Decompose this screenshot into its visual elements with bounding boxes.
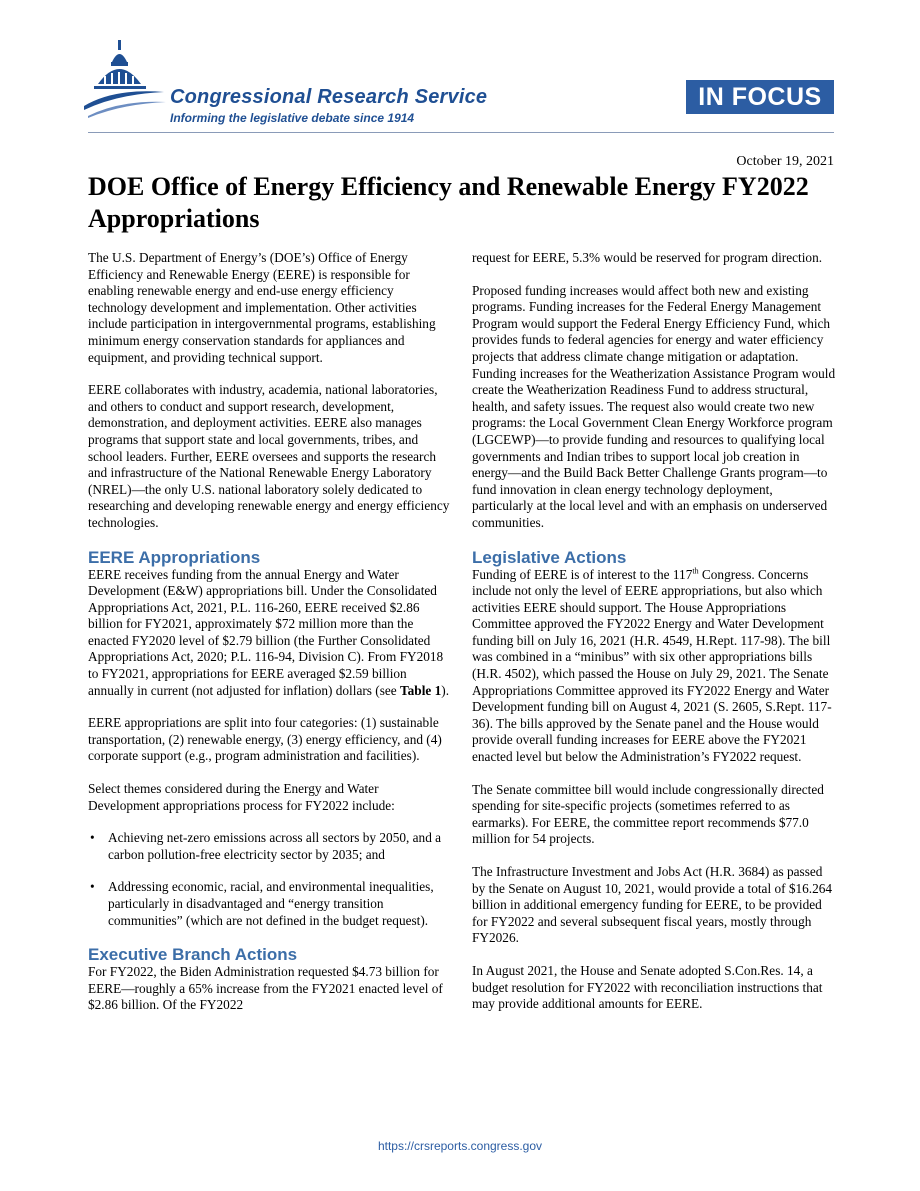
list-item: • Addressing economic, racial, and environmental inequalities, particularly in disadvantaged and “energy transition communities” (which are not defined in the budget request). (88, 879, 452, 929)
infrastructure-paragraph: The Infrastructure Investment and Jobs Act (H.R. 3684) as passed by the Senate on August 10, 2021, would provide a total of $16.264 billion in additional emergency funding for EERE, to be provided for FY2022 and several subsequent fiscal years, mostly through FY2026. (472, 864, 833, 946)
intro-paragraph: The U.S. Department of Energy’s (DOE’s) Office of Energy Efficiency and Renewable Energy (EERE) is responsible for enabling renewable energy and end-use energy efficiency technology development and implementation. Other activities include participation in intergovernmental programs, establishing minimum energy conservation standards for appliances and equipment, and providing technical support. (88, 250, 436, 365)
page-header (0, 0, 920, 140)
table-reference-link[interactable]: Table 1 (400, 682, 442, 698)
appropriations-text-end: ). (441, 682, 450, 698)
legislative-text-start: Funding of EERE is of interest to the 117 (472, 566, 693, 582)
funding-increases-paragraph: Proposed funding increases would affect both new and existing programs. Funding increases for the Federal Energy Management Program would support the Federal Energy Efficiency Fund, which provides funds to federal agencies for energy and water efficiency projects that address climate change mitigation or adaptation. Funding increases for the Weatherization Assistance Program would create the Weatherization Readiness Fund to address structural, health, and safety issues. The request also would create two new programs: the Local Government Clean Energy Workforce program (LGCEWP)—to provide funding and resources to qualifying local governments and Indian tribes to support local job creation in energy—and the Build Back Better Challenge Grants program—to fund innovation in clean energy technology deployment, particularly at the local level and with an emphasis on underserved communities. (472, 282, 836, 530)
section-heading-executive: Executive Branch Actions (88, 945, 298, 965)
section-heading-appropriations: EERE Appropriations (88, 547, 261, 567)
ordinal-suffix: th (692, 566, 699, 576)
right-column (472, 250, 836, 1029)
appropriations-text: EERE receives funding from the annual Energy and Water Development (E&W) appropriations bill. Under the Consolidated Appropriations Act, 2021, P.L. 116-260, EERE received $2.86 billion for FY2021, approximately $72 million more than the enacted FY2020 level of $2.79 billion (the Further Consolidated Appropriations Act, 2020; P.L. 116-94, Division C). From FY2018 to FY2021, appropriations for EERE averaged $2.59 billion annually in current (not adjusted for inflation) dollars (see (88, 566, 444, 698)
legislative-paragraph (472, 567, 836, 766)
list-item: • Achieving net-zero emissions across all sectors by 2050, and a carbon pollution-free electricity sector by 2035; and (88, 830, 452, 863)
section-heading-legislative: Legislative Actions (472, 547, 627, 567)
collaboration-paragraph: EERE collaborates with industry, academia, national laboratories, and others to conduct and support research, development, demonstration, and deployment activities. EERE also manages programs that support state and local governments, tribes, and school leaders. Further, EERE oversees and supports the research and infrastructure of the National Renewable Energy Laboratory (NREL)—the only U.S. national laboratory solely dedicated to researching and developing renewable energy and energy efficiency technologies. (88, 382, 450, 530)
legislative-text: Congress. Concerns include not only the level of EERE appropriations, but also which activities EERE should support. The House Appropriations Committee approved the FY2022 Energy and Water Development funding bill on July 16, 2021 (H.R. 4549, H.Rept. 117-98). The bill was combined in a “minibus” with six other appropriations bills (H.R. 4502), which passed the House on July 29, 2021. The Senate Appropriations Committee approved its FY2022 Energy and Water Development funding bill on August 4, 2021 (S. 2605, S.Rept. 117-36). The bills approved by the Senate panel and the House would provide overall funding increases for EERE above the FY2021 enacted level but below the Administration’s FY2022 request. (472, 566, 832, 765)
budget-resolution-paragraph: In August 2021, the House and Senate adopted S.Con.Res. 14, a budget resolution for FY2022 with reconciliation instructions that may provide additional amounts for EERE. (472, 962, 823, 1012)
left-column (88, 250, 452, 1030)
themes-list (88, 830, 452, 929)
earmarks-paragraph: The Senate committee bill would include congressionally directed spending for site-specific projects (sometimes referred to as earmarks). For EERE, the committee report recommends $77.0 million for 54 projects. (472, 781, 824, 847)
executive-paragraph: For FY2022, the Biden Administration requested $4.73 billion for EERE—roughly a 65% increase from the FY2021 enacted level of $2.86 billion. Of the FY2022 (88, 964, 443, 1013)
header-rule (88, 132, 834, 133)
org-name: Congressional Research Service (170, 86, 488, 108)
org-tagline: Informing the legislative debate since 1914 (170, 111, 415, 125)
appropriations-paragraph (88, 567, 452, 700)
in-focus-badge: IN FOCUS (686, 80, 834, 114)
program-direction-paragraph: request for EERE, 5.3% would be reserved for program direction. (472, 250, 823, 265)
report-date: October 19, 2021 (736, 154, 834, 169)
capitol-dome-icon (84, 40, 168, 118)
footer-url-link[interactable]: https://crsreports.congress.gov (377, 1139, 543, 1153)
categories-paragraph: EERE appropriations are split into four categories: (1) sustainable transportation, (2) renewable energy, (3) energy efficiency, and (4) corporate support (e.g., program administration and facilities). (88, 715, 442, 764)
page-title: DOE Office of Energy Efficiency and Renewable Energy FY2022 Appropriations (88, 172, 809, 233)
themes-paragraph: Select themes considered during the Energy and Water Development appropriations process for FY2022 include: (88, 781, 395, 813)
